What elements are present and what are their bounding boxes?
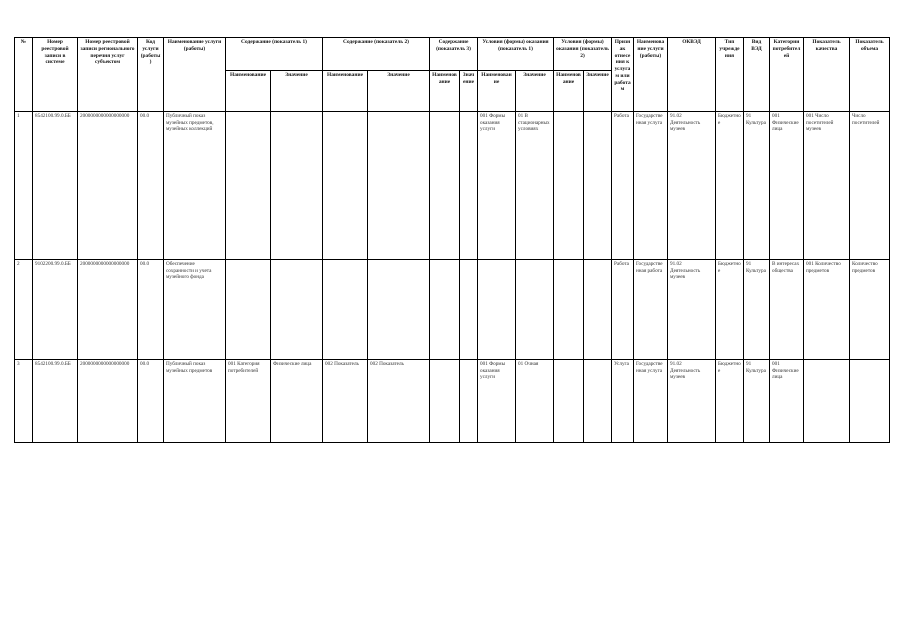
cell-registry-list: 2000000000000000000: [78, 112, 138, 260]
cell-c3-value: [460, 260, 478, 360]
sub-c3-value: Значение: [460, 71, 478, 112]
col-content3: Содержание (показатель 3): [430, 38, 478, 71]
table-row: [15, 260, 890, 360]
cell-c1-value: [271, 112, 323, 260]
cell-u1-name: 001 Формы оказания услуги: [478, 360, 516, 443]
cell-sign: Работа: [612, 260, 634, 360]
cell-c1-name: [226, 260, 271, 360]
cell-u2-value: [584, 360, 612, 443]
cell-u2-name: [554, 360, 584, 443]
cell-c2-name: [323, 112, 368, 260]
registry-table: [14, 37, 890, 443]
cell-code: 00.0: [138, 112, 164, 260]
sub-c2-name: Наименование: [323, 71, 368, 112]
col-sign: Признак отнесения к услугам или работам: [612, 38, 634, 112]
cell-registry: 8542100.99.0.ББ: [33, 360, 78, 443]
sub-c1-value: Значение: [271, 71, 323, 112]
cell-code: 00.0: [138, 260, 164, 360]
sub-c2-value: Значение: [368, 71, 430, 112]
cell-u1-value: 01 В стационарных условиях: [516, 112, 554, 260]
col-category: Категории потребителей: [770, 38, 804, 112]
cell-c2-value: 002 Показатель: [368, 360, 430, 443]
cell-c2-name: 002 Показатель: [323, 360, 368, 443]
cell-c3-value: [460, 112, 478, 260]
cell-type: Бюджетное: [716, 360, 744, 443]
cell-sign: Работа: [612, 112, 634, 260]
table-row: [15, 112, 890, 260]
cell-c1-value: Физические лица: [271, 360, 323, 443]
cell-okved: 91.02 Деятельность музеев: [668, 260, 716, 360]
cell-vid: 91 Культура: [744, 260, 770, 360]
cell-c3-value: [460, 360, 478, 443]
cell-type: Бюджетное: [716, 112, 744, 260]
cell-c2-name: [323, 260, 368, 360]
cell-registry-list: 2000000000000000000: [78, 360, 138, 443]
cell-u1-value: 01 Очная: [516, 360, 554, 443]
cell-num: 1: [15, 112, 33, 260]
cell-quality: 001 Число посетителей музеев: [804, 112, 850, 260]
cell-volume: Количество предметов: [850, 260, 890, 360]
cell-type: Бюджетное: [716, 260, 744, 360]
col-content1: Содержание (показатель 1): [226, 38, 323, 71]
cell-c2-value: [368, 260, 430, 360]
col-registry-list: Номер реестровой записи регионального перечня услуг субъектом: [78, 38, 138, 112]
sub-u1-value: Значение: [516, 71, 554, 112]
col-conditions1: Условия (формы) оказания (показатель 1): [478, 38, 554, 71]
cell-quality: 001 Количество предметов: [804, 260, 850, 360]
cell-c2-value: [368, 112, 430, 260]
col-service: Наименование услуги (работы): [164, 38, 226, 112]
cell-code: 00.0: [138, 360, 164, 443]
table-header-row: [15, 38, 890, 71]
cell-registry: 8542100.99.0.ББ: [33, 112, 78, 260]
cell-c1-value: [271, 260, 323, 360]
sub-u2-value: Значение: [584, 71, 612, 112]
cell-u2-value: [584, 112, 612, 260]
cell-service: Публичный показ музейных предметов, музейных коллекций: [164, 112, 226, 260]
cell-c1-name: 001 Категория потребителей: [226, 360, 271, 443]
cell-u1-value: [516, 260, 554, 360]
col-registry: Номер реестровой записи в системе: [33, 38, 78, 112]
col-num: №: [15, 38, 33, 112]
cell-vid: 91 Культура: [744, 360, 770, 443]
sub-u2-name: Наименование: [554, 71, 584, 112]
cell-vid: 91 Культура: [744, 112, 770, 260]
cell-okved: 91.02 Деятельность музеев: [668, 112, 716, 260]
cell-service: Обеспечение сохранности и учета музейного фонда: [164, 260, 226, 360]
cell-c3-name: [430, 360, 460, 443]
cell-field: Государственная работа: [634, 260, 668, 360]
cell-c3-name: [430, 112, 460, 260]
cell-registry: 9102200.99.0.ББ: [33, 260, 78, 360]
cell-category: 001 Физические лица: [770, 360, 804, 443]
sub-c1-name: Наименование: [226, 71, 271, 112]
cell-u2-name: [554, 112, 584, 260]
col-okved: ОКВЭД: [668, 38, 716, 112]
cell-u2-value: [584, 260, 612, 360]
col-code: Код услуги (работы): [138, 38, 164, 112]
col-vid: Вид ВЭД: [744, 38, 770, 112]
cell-c1-name: [226, 112, 271, 260]
cell-field: Государственная услуга: [634, 112, 668, 260]
cell-quality: [804, 360, 850, 443]
col-field: Наименование услуги (работы): [634, 38, 668, 112]
col-conditions2: Условия (формы) оказания (показатель 2): [554, 38, 612, 71]
cell-u2-name: [554, 260, 584, 360]
cell-category: 001 Физические лица: [770, 112, 804, 260]
table-row: [15, 360, 890, 443]
cell-num: 3: [15, 360, 33, 443]
cell-category: В интересах общества: [770, 260, 804, 360]
col-quality: Показатель качества: [804, 38, 850, 112]
cell-volume: Число посетителей: [850, 112, 890, 260]
cell-u1-name: 001 Формы оказания услуги: [478, 112, 516, 260]
cell-u1-name: [478, 260, 516, 360]
document-page: [14, 37, 890, 443]
cell-num: 2: [15, 260, 33, 360]
col-volume: Показатель объема: [850, 38, 890, 112]
sub-u1-name: Наименование: [478, 71, 516, 112]
cell-service: Публичный показ музейных предметов: [164, 360, 226, 443]
cell-sign: Услуга: [612, 360, 634, 443]
col-content2: Содержание (показатель 2): [323, 38, 430, 71]
cell-field: Государственная услуга: [634, 360, 668, 443]
col-type: Тип учреждения: [716, 38, 744, 112]
cell-okved: 91.02 Деятельность музеев: [668, 360, 716, 443]
cell-registry-list: 2000000000000000000: [78, 260, 138, 360]
cell-volume: [850, 360, 890, 443]
sub-c3-name: Наименование: [430, 71, 460, 112]
cell-c3-name: [430, 260, 460, 360]
